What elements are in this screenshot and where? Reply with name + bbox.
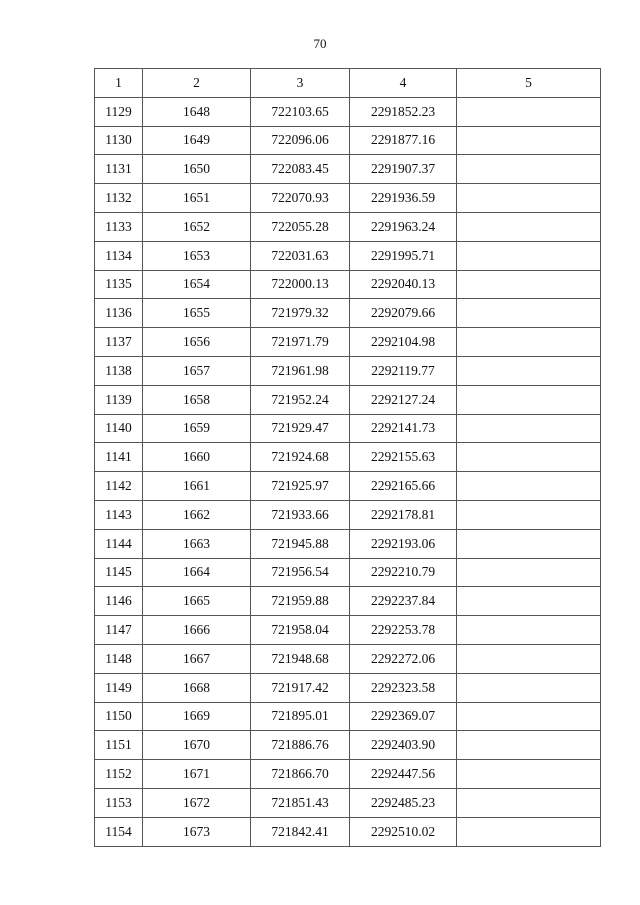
table-cell: 2292178.81: [350, 500, 457, 529]
table-cell: 2292485.23: [350, 788, 457, 817]
table-cell: 1655: [143, 299, 251, 328]
table-row: [95, 558, 601, 587]
table-row: [95, 788, 601, 817]
table-cell: 1141: [95, 443, 143, 472]
table-cell: 1662: [143, 500, 251, 529]
table-cell: 722000.13: [251, 270, 350, 299]
table-cell: [457, 558, 601, 587]
table-cell: [457, 155, 601, 184]
table-cell: 721959.88: [251, 587, 350, 616]
table-cell: 1660: [143, 443, 251, 472]
table-cell: [457, 616, 601, 645]
table-cell: 1669: [143, 702, 251, 731]
table-cell: 1136: [95, 299, 143, 328]
table-cell: 1144: [95, 529, 143, 558]
table-row: [95, 356, 601, 385]
page-number: 70: [313, 36, 327, 51]
table-cell: [457, 241, 601, 270]
table-cell: 1140: [95, 414, 143, 443]
column-header: 1: [95, 69, 143, 98]
table-cell: [457, 788, 601, 817]
table-cell: 2292510.02: [350, 817, 457, 846]
table-cell: 2292119.77: [350, 356, 457, 385]
table-cell: 1149: [95, 673, 143, 702]
column-header: 3: [251, 69, 350, 98]
table-cell: 2292040.13: [350, 270, 457, 299]
table-cell: [457, 184, 601, 213]
table-cell: 2292253.78: [350, 616, 457, 645]
table-cell: 1665: [143, 587, 251, 616]
table-cell: 1667: [143, 644, 251, 673]
table-cell: [457, 126, 601, 155]
table-cell: 1653: [143, 241, 251, 270]
table-row: [95, 270, 601, 299]
table-cell: 1670: [143, 731, 251, 760]
table-cell: 1664: [143, 558, 251, 587]
table-cell: [457, 500, 601, 529]
table-cell: 721958.04: [251, 616, 350, 645]
table-cell: 1658: [143, 385, 251, 414]
table-cell: 721842.41: [251, 817, 350, 846]
table-cell: [457, 817, 601, 846]
column-header: 5: [457, 69, 601, 98]
table-cell: [457, 673, 601, 702]
table-body: [95, 97, 601, 846]
coordinates-table: [94, 68, 601, 847]
table-cell: [457, 356, 601, 385]
table-cell: 2291995.71: [350, 241, 457, 270]
table-cell: 2292369.07: [350, 702, 457, 731]
table-cell: 1153: [95, 788, 143, 817]
table-cell: 2292079.66: [350, 299, 457, 328]
table-row: [95, 760, 601, 789]
table-row: [95, 126, 601, 155]
column-header: 2: [143, 69, 251, 98]
table-row: [95, 500, 601, 529]
table-cell: 1672: [143, 788, 251, 817]
table-cell: 2292127.24: [350, 385, 457, 414]
table-cell: 722103.65: [251, 97, 350, 126]
table-cell: 721971.79: [251, 328, 350, 357]
table-cell: 1147: [95, 616, 143, 645]
table-cell: [457, 299, 601, 328]
table-cell: 1154: [95, 817, 143, 846]
table-cell: 1151: [95, 731, 143, 760]
table-cell: 2292104.98: [350, 328, 457, 357]
table-cell: [457, 472, 601, 501]
table-header-row: [95, 69, 601, 98]
table-cell: 722096.06: [251, 126, 350, 155]
table-row: [95, 212, 601, 241]
table-cell: 2291877.16: [350, 126, 457, 155]
table-cell: [457, 587, 601, 616]
table-cell: 1673: [143, 817, 251, 846]
table-row: [95, 328, 601, 357]
table-cell: 1129: [95, 97, 143, 126]
table-cell: 1146: [95, 587, 143, 616]
table-cell: 1661: [143, 472, 251, 501]
table-row: [95, 241, 601, 270]
table-row: [95, 702, 601, 731]
table-cell: 721895.01: [251, 702, 350, 731]
table-cell: 2292403.90: [350, 731, 457, 760]
table-cell: 1654: [143, 270, 251, 299]
table-cell: 721948.68: [251, 644, 350, 673]
table-cell: [457, 731, 601, 760]
table-cell: 721956.54: [251, 558, 350, 587]
table-cell: 1142: [95, 472, 143, 501]
table-cell: [457, 212, 601, 241]
table-cell: 1150: [95, 702, 143, 731]
table-cell: 721979.32: [251, 299, 350, 328]
table-cell: 2291907.37: [350, 155, 457, 184]
table-cell: 1133: [95, 212, 143, 241]
table-cell: 1652: [143, 212, 251, 241]
table-cell: 721933.66: [251, 500, 350, 529]
table-cell: 2292237.84: [350, 587, 457, 616]
table-cell: 721886.76: [251, 731, 350, 760]
table-cell: 1668: [143, 673, 251, 702]
table-row: [95, 673, 601, 702]
table-cell: 722031.63: [251, 241, 350, 270]
table-cell: [457, 328, 601, 357]
table-cell: [457, 760, 601, 789]
table-cell: 2292210.79: [350, 558, 457, 587]
table-cell: 1132: [95, 184, 143, 213]
table-cell: [457, 270, 601, 299]
table-cell: 1650: [143, 155, 251, 184]
column-header: 4: [350, 69, 457, 98]
table-cell: 1143: [95, 500, 143, 529]
table-cell: 2291963.24: [350, 212, 457, 241]
table-cell: 2291936.59: [350, 184, 457, 213]
table-cell: 1649: [143, 126, 251, 155]
table-cell: [457, 414, 601, 443]
table-row: [95, 443, 601, 472]
table-cell: 1145: [95, 558, 143, 587]
table-row: [95, 817, 601, 846]
table-cell: 1656: [143, 328, 251, 357]
table-row: [95, 414, 601, 443]
table-cell: 2292141.73: [350, 414, 457, 443]
table-cell: 721925.97: [251, 472, 350, 501]
table-row: [95, 385, 601, 414]
table-cell: 722083.45: [251, 155, 350, 184]
table-row: [95, 472, 601, 501]
table-cell: 721945.88: [251, 529, 350, 558]
table-cell: 722070.93: [251, 184, 350, 213]
table-cell: 721924.68: [251, 443, 350, 472]
table-cell: [457, 529, 601, 558]
table-cell: 1657: [143, 356, 251, 385]
table-cell: 1659: [143, 414, 251, 443]
table-cell: 2292323.58: [350, 673, 457, 702]
table-cell: 1663: [143, 529, 251, 558]
table-row: [95, 97, 601, 126]
table-cell: 1130: [95, 126, 143, 155]
table-row: [95, 155, 601, 184]
table-cell: 2292165.66: [350, 472, 457, 501]
table-row: [95, 184, 601, 213]
table-cell: 721952.24: [251, 385, 350, 414]
table-cell: 1135: [95, 270, 143, 299]
table-row: [95, 644, 601, 673]
table-cell: 1651: [143, 184, 251, 213]
table-cell: 1134: [95, 241, 143, 270]
table-cell: 721851.43: [251, 788, 350, 817]
table-cell: 1666: [143, 616, 251, 645]
table-row: [95, 587, 601, 616]
table-cell: 1148: [95, 644, 143, 673]
table-cell: 2292272.06: [350, 644, 457, 673]
table-cell: 2292447.56: [350, 760, 457, 789]
table-cell: [457, 97, 601, 126]
table-cell: [457, 644, 601, 673]
table-cell: 2292193.06: [350, 529, 457, 558]
table-cell: 721866.70: [251, 760, 350, 789]
table-cell: 722055.28: [251, 212, 350, 241]
table-cell: 1131: [95, 155, 143, 184]
table-row: [95, 731, 601, 760]
table-cell: 2292155.63: [350, 443, 457, 472]
table-cell: 721961.98: [251, 356, 350, 385]
table-cell: 721917.42: [251, 673, 350, 702]
table-cell: 1137: [95, 328, 143, 357]
table-cell: [457, 385, 601, 414]
table-cell: 1138: [95, 356, 143, 385]
table-row: [95, 616, 601, 645]
table-cell: 1648: [143, 97, 251, 126]
table-cell: 1152: [95, 760, 143, 789]
table-cell: [457, 443, 601, 472]
table-cell: 721929.47: [251, 414, 350, 443]
table-cell: 2291852.23: [350, 97, 457, 126]
table-cell: 1139: [95, 385, 143, 414]
table-row: [95, 299, 601, 328]
table-row: [95, 529, 601, 558]
table-cell: 1671: [143, 760, 251, 789]
table-cell: [457, 702, 601, 731]
